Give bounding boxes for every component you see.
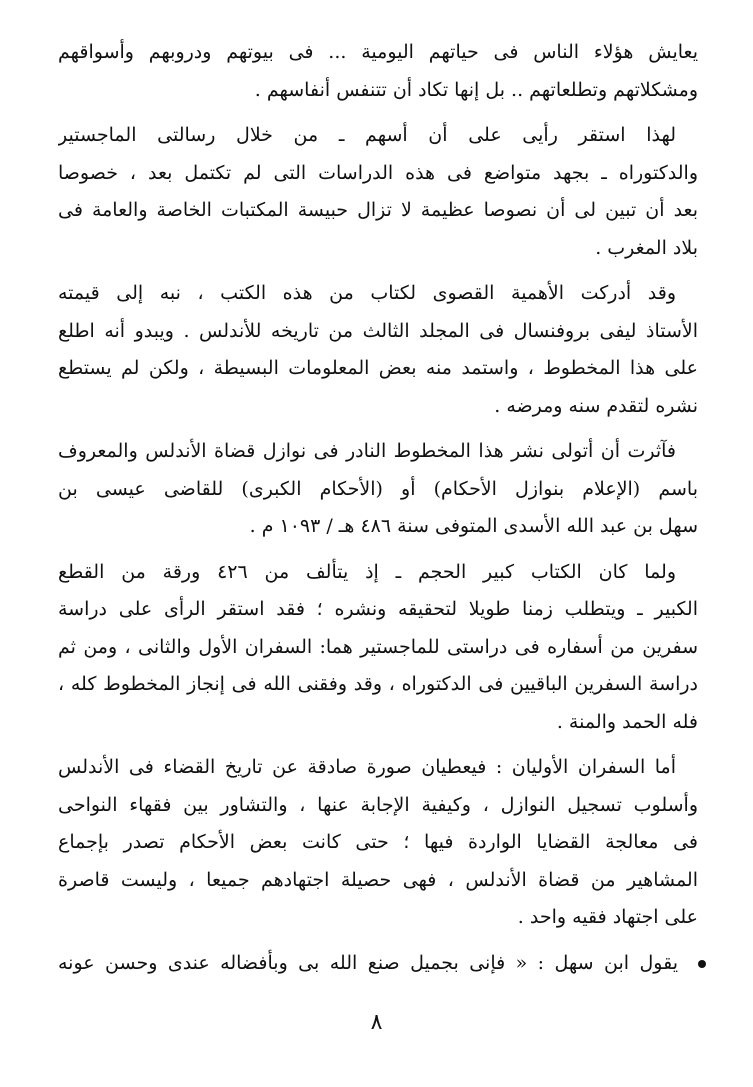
- text-line: سهل بن عبد الله الأسدى المتوفى سنة ٤٨٦ هـ / ١٠٩٣ م .: [249, 515, 698, 537]
- text-line: الكبير ـ ويتطلب زمنا طويلا لتحقيقه ونشره ؛ فقد استقر الرأى على دراسة: [58, 598, 698, 620]
- paragraph-6: [58, 749, 698, 937]
- text-line: بلاد المغرب .: [595, 236, 698, 259]
- paragraph-4: [58, 433, 698, 546]
- text-line: نشره لتقدم سنه ومرضه .: [494, 394, 698, 417]
- paragraph-3: [58, 275, 698, 425]
- paragraph-2: [58, 117, 698, 267]
- quote-line: يقول ابن سهل : « فإنى بجميل صنع الله بى وبأفضاله عندى وحسن عونه: [58, 951, 678, 974]
- text-line: سفرين من أسفاره فى دراستى للماجستير هما: السفران الأول والثانى ، ومن ثم: [58, 635, 698, 658]
- text-line: يعايش هؤلاء الناس فى حياتهم اليومية ... فى بيوتهم ودروبهم وأسواقهم: [58, 41, 698, 63]
- page-number: ٨: [370, 1010, 383, 1035]
- text-line: بعد أن تبين لى أن نصوصا عظيمة لا تزال حبيسة المكتبات الخاصة والعامة فى: [58, 199, 698, 221]
- quote-paragraph: [58, 945, 698, 983]
- text-line: والدكتوراه ـ بجهد متواضع فى هذه الدراسات التى لم تكتمل بعد ، خصوصا: [58, 161, 698, 184]
- text-line: وقد أدركت الأهمية القصوى لكتاب من هذه الكتب ، نبه إلى قيمته: [58, 282, 676, 304]
- text-line: باسم (الإعلام بنوازل الأحكام) أو (الأحكام الكبرى) للقاضى عيسى بن: [58, 477, 698, 500]
- text-line: فله الحمد والمنة .: [556, 710, 698, 733]
- text-line: المشاهير من قضاة الأندلس ، فهى حصيلة اجتهادهم جميعا ، وليست قاصرة: [58, 868, 698, 891]
- text-line: على اجتهاد فقيه واحد .: [517, 906, 698, 928]
- text-line: لهذا استقر رأيى على أن أسهم ـ من خلال رسالتى الماجستير: [58, 124, 676, 146]
- text-line: وأسلوب تسجيل النوازل ، وكيفية الإجابة عنها ، والتشاور بين فقهاء النواحى: [58, 793, 698, 816]
- text-line: ومشكلاتهم وتطلعاتهم .. بل إنها تكاد أن تتنفس أنفاسهم .: [254, 78, 698, 101]
- text-line: ولما كان الكتاب كبير الحجم ـ إذ يتألف من ٤٢٦ ورقة من القطع: [58, 560, 676, 583]
- text-line: على هذا المخطوط ، واستمد منه بعض المعلومات البسيطة ، ولكن لم يستطع: [58, 357, 698, 379]
- text-line: فى معالجة القضايا الواردة فيها ؛ حتى كانت بعض الأحكام تصدر بإجماع: [58, 831, 698, 853]
- text-line: أما السفران الأوليان : فيعطيان صورة صادقة عن تاريخ القضاء فى الأندلس: [58, 756, 676, 778]
- text-line: دراسة السفرين الباقيين فى الدكتوراه ، وقد وفقنى الله فى إنجاز المخطوط كله ،: [58, 673, 698, 695]
- text-line: الأستاذ ليفى بروفنسال فى المجلد الثالث من تاريخه للأندلس . ويبدو أنه اطلع: [58, 319, 698, 342]
- page-body: [58, 34, 698, 982]
- paragraph-5: [58, 554, 698, 742]
- text-line: فآثرت أن أتولى نشر هذا المخطوط النادر فى نوازل قضاة الأندلس والمعروف: [58, 440, 676, 462]
- paragraph-1: [58, 34, 698, 109]
- bullet-icon: [698, 960, 706, 968]
